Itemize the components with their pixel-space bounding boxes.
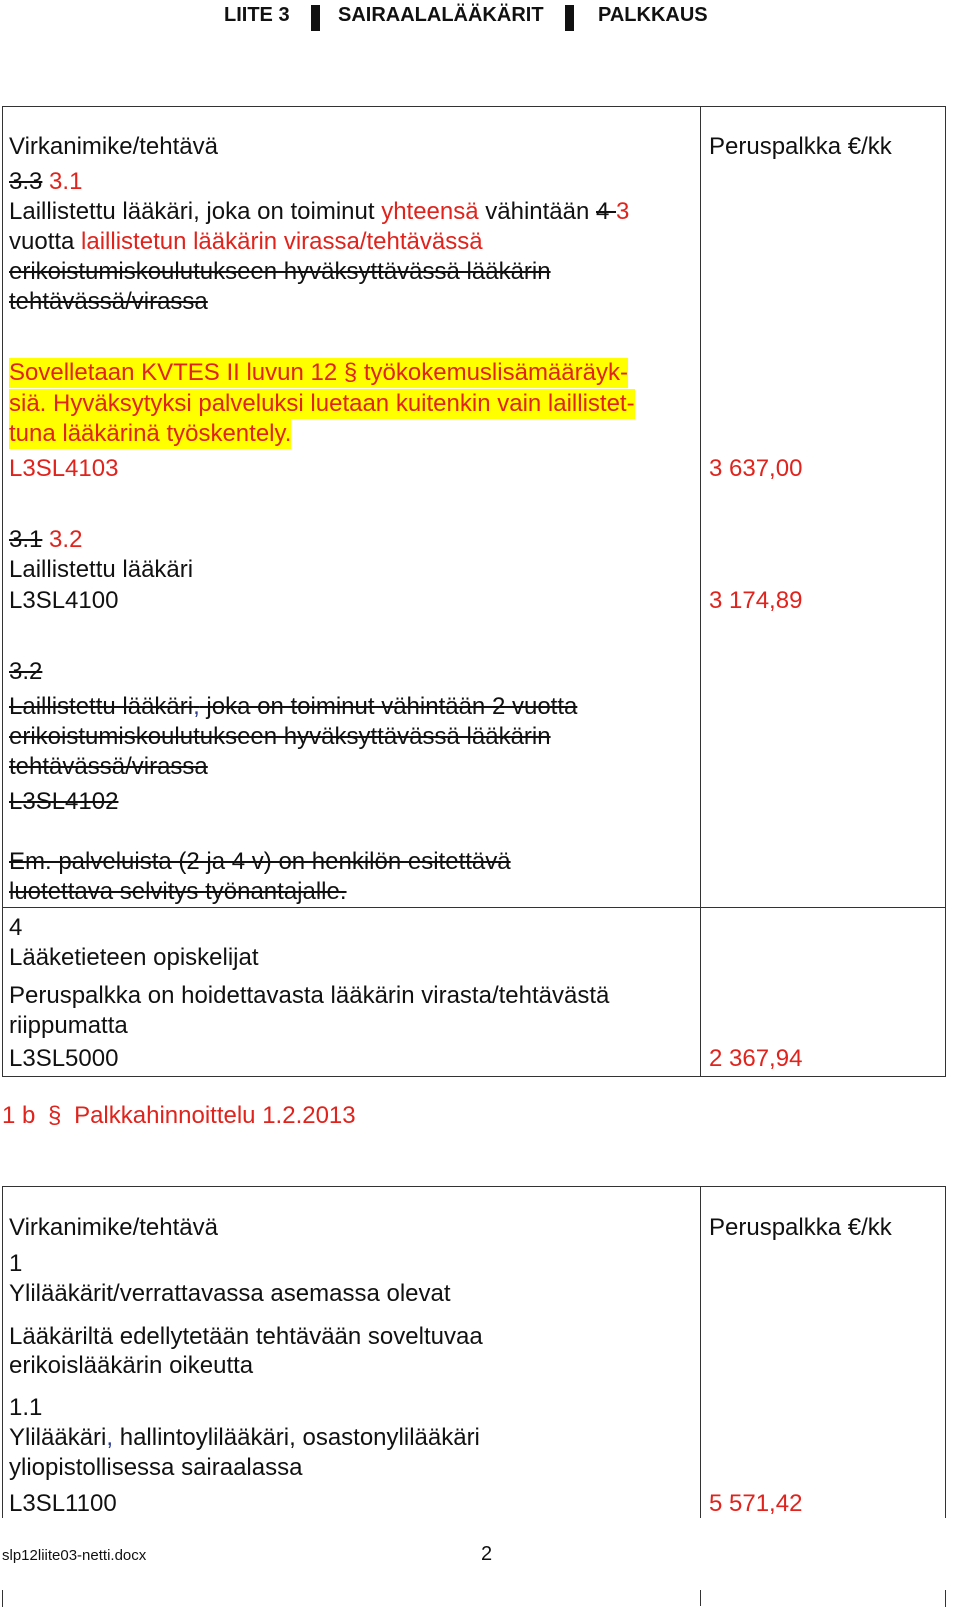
row-number: 4 bbox=[9, 914, 23, 941]
note-line: luotettava selvitys työnantajalle. bbox=[9, 878, 347, 905]
header-liite: LIITE 3 bbox=[224, 4, 290, 26]
salary-amount: 3 174,89 bbox=[709, 587, 803, 614]
row-title-line: tehtävässä/virassa bbox=[9, 288, 208, 315]
row-description: Lääkäriltä edellytetään tehtävään soveltuvaa bbox=[9, 1323, 483, 1350]
header-topic: PALKKAUS bbox=[598, 4, 708, 26]
highlighted-note-line: siä. Hyväksytyksi palveluksi luetaan kuitenkin vain laillistet- bbox=[9, 390, 635, 417]
table-2-header-title: Virkanimike/tehtävä bbox=[9, 1214, 218, 1241]
header-separator bbox=[565, 5, 574, 31]
row-title-line: Ylilääkäri, hallintoylilääkäri, osastonylilääkäri bbox=[9, 1424, 480, 1451]
table-2-header-salary: Peruspalkka €/kk bbox=[709, 1214, 892, 1241]
row-title-line: tehtävässä/virassa bbox=[9, 753, 208, 780]
section-heading: 1 b § Palkkahinnoittelu 1.2.2013 bbox=[2, 1102, 356, 1129]
salary-code: L3SL1100 bbox=[9, 1490, 117, 1517]
row-title-line: erikoistumiskoulutukseen hyväksyttävässä lääkärin bbox=[9, 723, 551, 750]
row-title: Laillistettu lääkäri bbox=[9, 556, 194, 583]
table-1-header-salary: Peruspalkka €/kk bbox=[709, 133, 892, 160]
row-description: erikoislääkärin oikeutta bbox=[9, 1352, 254, 1379]
table-1-column-divider bbox=[700, 106, 701, 1077]
row-description: Peruspalkka on hoidettavasta lääkärin virasta/tehtävästä bbox=[9, 982, 610, 1009]
salary-code: L3SL5000 bbox=[9, 1045, 119, 1072]
row-title-line: erikoistumiskoulutukseen hyväksyttävässä lääkärin bbox=[9, 258, 551, 285]
table-1-header-title: Virkanimike/tehtävä bbox=[9, 133, 218, 160]
header-separator bbox=[311, 5, 320, 31]
row-number: 1.1 bbox=[9, 1394, 43, 1421]
footer-filename: slp12liite03-netti.docx bbox=[2, 1547, 147, 1564]
row-title-line: Laillistettu lääkäri, joka on toiminut yhteensä vähintään 4 3 bbox=[9, 198, 630, 225]
header-section: SAIRAALALÄÄKÄRIT bbox=[338, 4, 544, 26]
row-number: 3.2 bbox=[9, 658, 43, 685]
highlighted-note-line: tuna lääkärinä työskentely. bbox=[9, 420, 292, 447]
row-title: Ylilääkärit/verrattavassa asemassa olevat bbox=[9, 1280, 451, 1307]
note-line: Em. palveluista (2 ja 4 v) on henkilön esitettävä bbox=[9, 848, 511, 875]
row-title-line: yliopistollisessa sairaalassa bbox=[9, 1454, 303, 1481]
salary-code: L3SL4103 bbox=[9, 455, 119, 482]
salary-code: L3SL4100 bbox=[9, 587, 119, 614]
row-description: riippumatta bbox=[9, 1012, 128, 1039]
highlighted-note-line: Sovelletaan KVTES II luvun 12 § työkokemuslisämääräyk- bbox=[9, 359, 628, 386]
salary-amount: 3 637,00 bbox=[709, 455, 803, 482]
salary-amount: 2 367,94 bbox=[709, 1045, 803, 1072]
row-number: 3.3 3.1 bbox=[9, 168, 83, 195]
row-number: 1 bbox=[9, 1250, 23, 1277]
table-1-row-divider bbox=[2, 907, 946, 908]
row-title-line: Laillistettu lääkäri, joka on toiminut vähintään 2 vuotta bbox=[9, 693, 578, 720]
footer-page-number: 2 bbox=[481, 1543, 493, 1565]
salary-code: L3SL4102 bbox=[9, 788, 119, 815]
row-number: 3.1 3.2 bbox=[9, 526, 83, 553]
row-title: Lääketieteen opiskelijat bbox=[9, 944, 259, 971]
salary-amount: 5 571,42 bbox=[709, 1490, 803, 1517]
row-title-line: vuotta laillistetun lääkärin virassa/tehtävässä bbox=[9, 228, 483, 255]
